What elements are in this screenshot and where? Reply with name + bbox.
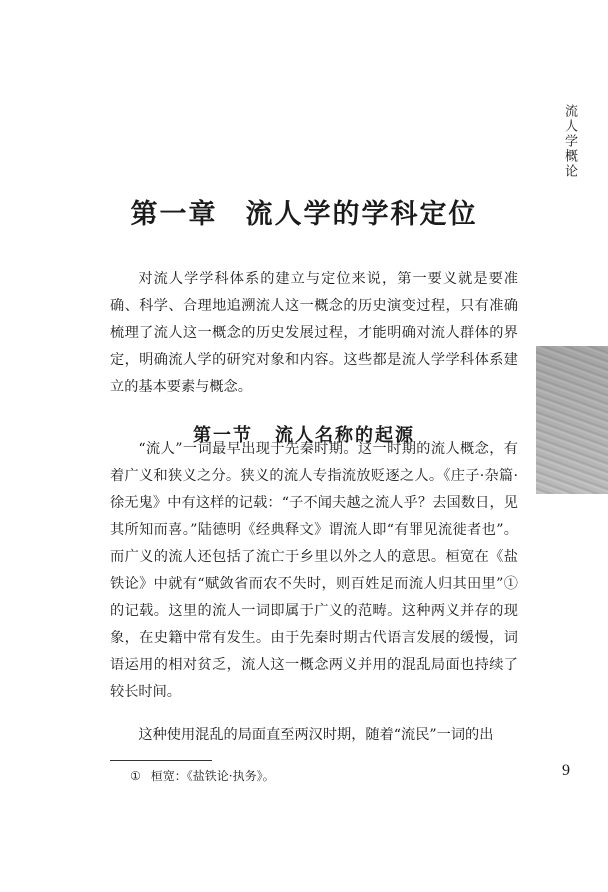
running-head: 流人学概论	[562, 104, 577, 179]
chapter-title	[0, 192, 608, 231]
section-name: 流人名称的起源	[275, 425, 415, 446]
section-number: 第一节	[193, 425, 253, 446]
footnote-text: 桓宽：《盐铁论·执务》。	[150, 769, 275, 783]
chapter-name: 流人学的学科定位	[245, 199, 478, 230]
chapter-number: 第一章	[130, 199, 218, 230]
footnote-divider	[110, 760, 212, 761]
section-paragraph: “流人”一词最早出现于先秦时期。这一时期的流人概念，有着广义和狭义之分。狭义的流人专指流放贬逐之人。《庄子·杂篇·徐无鬼》中有这样的记载：“子不闻夫越之流人乎？去国数日，见其所知而喜。”陆德明《经典释文》谓流人即“有罪见流徙者也”。而广义的流人还包括了流亡于乡里以外之人的意思。桓宽在《盐铁论》中就有“赋敛省而农不失时，则百姓足而流人归其田里”①的记载。这里的流人一词即属于广义的范畴。这种两义并存的现象，在史籍中常有发生。由于先秦时期古代语言发展的缓慢，词语运用的相对贫乏，流人这一概念两义并用的混乱局面也持续了较长时间。	[110, 441, 518, 700]
decorative-side-tab	[536, 346, 608, 494]
footnote	[130, 768, 275, 784]
intro-paragraph: 对流人学学科体系的建立与定位来说，第一要义就是要准确、科学、合理地追溯流人这一概念的历史演变过程，只有准确梳理了流人这一概念的历史发展过程，才能明确对流人群体的界定，明确流人学的研究对象和内容。这些都是流人学学科体系建立的基本要素与概念。	[110, 271, 518, 395]
footnote-mark: ①	[130, 769, 141, 783]
page-number: 9	[562, 762, 570, 779]
continuation-paragraph: 这种使用混乱的局面直至两汉时期，随着“流民”一词的出	[138, 727, 494, 743]
